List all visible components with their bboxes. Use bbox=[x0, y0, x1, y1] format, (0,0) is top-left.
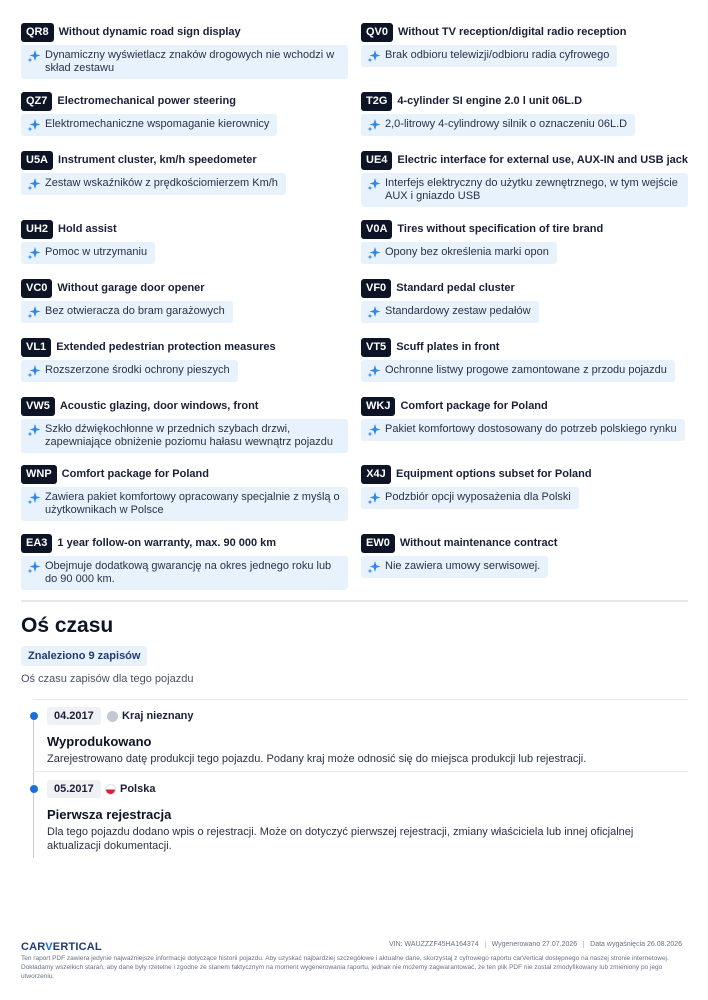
event-date: 05.2017 bbox=[47, 780, 101, 798]
option-code-badge: U5A bbox=[21, 151, 53, 170]
option-translation bbox=[361, 360, 675, 382]
option-code-badge: T2G bbox=[361, 92, 392, 111]
option-translation bbox=[21, 173, 286, 195]
option-header bbox=[361, 533, 688, 553]
option-code-badge: QR8 bbox=[21, 23, 54, 42]
option-translation-text: Dynamiczny wyświetlacz znaków drogowych nie wchodzi w skład zestawu bbox=[45, 49, 335, 74]
option-code-badge: V0A bbox=[361, 220, 392, 239]
option-translation-text: Bez otwieracza do bram garażowych bbox=[45, 305, 225, 317]
sparkle-icon bbox=[367, 560, 381, 574]
option-item bbox=[21, 150, 348, 196]
option-title: Instrument cluster, km/h speedometer bbox=[58, 154, 257, 166]
option-item bbox=[21, 464, 348, 521]
option-code-badge: WNP bbox=[21, 465, 57, 484]
event-date: 04.2017 bbox=[47, 707, 101, 725]
option-translation bbox=[21, 487, 348, 521]
option-code-badge: EA3 bbox=[21, 534, 52, 553]
sparkle-icon bbox=[367, 423, 381, 437]
sparkle-icon bbox=[27, 118, 41, 132]
sparkle-icon bbox=[27, 560, 41, 574]
section-divider bbox=[21, 600, 688, 602]
option-code-badge: UE4 bbox=[361, 151, 392, 170]
option-header bbox=[361, 337, 688, 357]
option-item bbox=[361, 533, 688, 579]
option-item bbox=[21, 278, 348, 324]
option-header bbox=[21, 337, 348, 357]
carvertical-logo: CARVERTICAL bbox=[21, 941, 102, 953]
option-translation-text: Opony bez określenia marki opon bbox=[385, 246, 549, 258]
sparkle-icon bbox=[27, 364, 41, 378]
option-translation-text: Interfejs elektryczny do użytku zewnętrznego, w tym wejście AUX i gniazdo USB bbox=[385, 177, 678, 202]
option-translation-text: Brak odbioru telewizji/odbioru radia cyfrowego bbox=[385, 49, 610, 61]
option-translation bbox=[21, 45, 348, 79]
poland-flag-icon bbox=[105, 784, 116, 795]
records-found-badge: Znaleziono 9 zapisów bbox=[21, 646, 147, 666]
option-header bbox=[361, 396, 688, 416]
option-translation-text: Standardowy zestaw pedałów bbox=[385, 305, 531, 317]
option-code-badge: X4J bbox=[361, 465, 391, 484]
option-code-badge: QV0 bbox=[361, 23, 393, 42]
event-description: Zarejestrowano datę produkcji tego pojazdu. Podany kraj może odnosić się do miejsca produkcji lub rejestracji. bbox=[47, 753, 587, 765]
option-title: Electric interface for external use, AUX-IN and USB jack bbox=[397, 154, 688, 166]
option-header bbox=[361, 150, 688, 170]
expiry-date: Data wygaśnięcia 26.08.2026 bbox=[583, 941, 688, 948]
option-title: Comfort package for Poland bbox=[61, 468, 209, 480]
option-code-badge: VW5 bbox=[21, 397, 55, 416]
option-translation bbox=[361, 173, 688, 207]
option-translation bbox=[361, 556, 548, 578]
option-item bbox=[361, 150, 688, 207]
sparkle-icon bbox=[27, 423, 41, 437]
option-item bbox=[361, 278, 688, 324]
option-header bbox=[21, 150, 348, 170]
option-item bbox=[361, 219, 688, 265]
option-translation bbox=[361, 419, 685, 441]
globe-icon bbox=[107, 711, 118, 722]
option-translation bbox=[361, 114, 635, 136]
option-code-badge: EW0 bbox=[361, 534, 395, 553]
option-translation bbox=[361, 487, 579, 509]
sparkle-icon bbox=[27, 177, 41, 191]
option-title: Tires without specification of tire brand bbox=[397, 223, 604, 235]
option-item bbox=[361, 91, 688, 137]
event-description: Dla tego pojazdu dodano wpis o rejestracji. Może on dotyczyć pierwszej rejestracji, zmiany właściciela lub innej oficjalnej aktualizacji dokumentacji. bbox=[47, 826, 634, 852]
event-country bbox=[107, 710, 194, 722]
option-code-badge: QZ7 bbox=[21, 92, 52, 111]
option-header bbox=[361, 278, 688, 298]
sparkle-icon bbox=[27, 49, 41, 63]
event-country bbox=[105, 783, 155, 795]
option-translation-text: Zestaw wskaźników z prędkościomierzem Km/h bbox=[45, 177, 278, 189]
option-title: 1 year follow-on warranty, max. 90 000 km bbox=[57, 537, 277, 549]
sparkle-icon bbox=[367, 491, 381, 505]
timeline-subtitle: Oś czasu zapisów dla tego pojazdu bbox=[21, 673, 194, 685]
sparkle-icon bbox=[27, 246, 41, 260]
generated-date: Wygenerowano 27.07.2026 bbox=[485, 941, 584, 948]
option-header bbox=[21, 91, 348, 111]
option-translation bbox=[361, 45, 617, 67]
option-translation bbox=[21, 419, 348, 453]
option-header bbox=[361, 91, 688, 111]
sparkle-icon bbox=[367, 49, 381, 63]
option-translation bbox=[21, 301, 233, 323]
event-title: Wyprodukowano bbox=[47, 734, 152, 749]
sparkle-icon bbox=[27, 305, 41, 319]
option-item bbox=[21, 533, 348, 590]
option-item bbox=[21, 396, 348, 453]
option-header bbox=[361, 464, 688, 484]
option-translation bbox=[21, 556, 348, 590]
option-title: Scuff plates in front bbox=[396, 341, 500, 353]
option-item bbox=[21, 22, 348, 79]
option-translation-text: Pakiet komfortowy dostosowany do potrzeb polskiego rynku bbox=[385, 423, 677, 435]
option-translation-text: Obejmuje dodatkową gwarancję na okres jednego roku lub do 90 000 km. bbox=[45, 560, 332, 585]
option-title: Without TV reception/digital radio reception bbox=[398, 26, 627, 38]
option-title: Standard pedal cluster bbox=[396, 282, 515, 294]
option-translation-text: 2,0-litrowy 4-cylindrowy silnik o oznaczeniu 06L.D bbox=[385, 118, 628, 130]
option-item bbox=[21, 219, 348, 265]
event-country-label: Kraj nieznany bbox=[122, 710, 194, 722]
option-title: Acoustic glazing, door windows, front bbox=[59, 400, 259, 412]
option-translation bbox=[361, 242, 557, 264]
option-header bbox=[21, 22, 348, 42]
timeline-separator bbox=[33, 699, 688, 700]
option-code-badge: UH2 bbox=[21, 220, 53, 239]
option-code-badge: VC0 bbox=[21, 279, 52, 298]
option-header bbox=[21, 533, 348, 553]
option-translation-text: Rozszerzone środki ochrony pieszych bbox=[45, 364, 230, 376]
option-code-badge: VL1 bbox=[21, 338, 51, 357]
option-header bbox=[361, 22, 688, 42]
sparkle-icon bbox=[367, 177, 381, 191]
option-translation-text: Pomoc w utrzymaniu bbox=[45, 246, 148, 258]
option-header bbox=[21, 278, 348, 298]
sparkle-icon bbox=[367, 305, 381, 319]
option-header bbox=[21, 219, 348, 239]
vin-label: VIN: WAUZZZF45HA164374 bbox=[388, 941, 479, 948]
option-translation-text: Szkło dźwiękochłonne w przednich szybach drzwi, zapewniające obniżenie poziomu hałasu wewnątrz pojazdu bbox=[45, 423, 334, 448]
sparkle-icon bbox=[367, 246, 381, 260]
option-translation-text: Nie zawiera umowy serwisowej. bbox=[385, 560, 541, 572]
timeline-dot bbox=[30, 785, 38, 793]
timeline-separator bbox=[33, 771, 688, 772]
option-code-badge: VF0 bbox=[361, 279, 391, 298]
option-title: 4-cylinder SI engine 2.0 l unit 06L.D bbox=[397, 95, 583, 107]
sparkle-icon bbox=[27, 491, 41, 505]
report-meta bbox=[383, 941, 688, 948]
option-code-badge: VT5 bbox=[361, 338, 391, 357]
option-item bbox=[361, 396, 688, 442]
sparkle-icon bbox=[367, 364, 381, 378]
option-translation bbox=[21, 242, 155, 264]
option-title: Extended pedestrian protection measures bbox=[56, 341, 276, 353]
option-translation-text: Elektromechaniczne wspomaganie kierownicy bbox=[45, 118, 270, 130]
option-translation bbox=[361, 301, 539, 323]
option-title: Equipment options subset for Poland bbox=[396, 468, 592, 480]
option-title: Without garage door opener bbox=[57, 282, 205, 294]
option-title: Hold assist bbox=[58, 223, 117, 235]
disclaimer-text: Ten raport PDF zawiera jedynie najważniejsze informacje dotyczące historii pojazdu. Aby uzyskać najbardziej szczegółowe i aktualne dane, skorzystaj z cyfrowego raportu carVertical dostępnego na naszej stronie internetowej. Dokładamy wszelkich starań, aby dane były rzetelne i zgodne ze stanem faktycznym na moment wygenerowania raportu, jednak nie możemy zagwarantować, że ten plik PDF nie został zmodyfikowany lub zmieniony po jego utworzeniu. bbox=[21, 955, 669, 980]
timeline-title: Oś czasu bbox=[21, 614, 114, 637]
option-item bbox=[361, 22, 688, 68]
option-title: Without dynamic road sign display bbox=[58, 26, 241, 38]
option-header bbox=[21, 396, 348, 416]
option-title: Without maintenance contract bbox=[399, 537, 558, 549]
option-header bbox=[361, 219, 688, 239]
option-title: Comfort package for Poland bbox=[400, 400, 548, 412]
option-header bbox=[21, 464, 348, 484]
option-translation-text: Zawiera pakiet komfortowy opracowany specjalnie z myślą o użytkownikach w Polsce bbox=[45, 491, 340, 516]
event-country-label: Polska bbox=[120, 783, 156, 795]
option-translation bbox=[21, 114, 277, 136]
option-code-badge: WKJ bbox=[361, 397, 395, 416]
option-item bbox=[21, 337, 348, 383]
option-item bbox=[361, 464, 688, 510]
timeline-dot bbox=[30, 712, 38, 720]
option-item bbox=[21, 91, 348, 137]
option-translation-text: Podzbiór opcji wyposażenia dla Polski bbox=[385, 491, 571, 503]
option-translation-text: Ochronne listwy progowe zamontowane z przodu pojazdu bbox=[385, 364, 667, 376]
option-title: Electromechanical power steering bbox=[57, 95, 236, 107]
option-translation bbox=[21, 360, 238, 382]
event-title: Pierwsza rejestracja bbox=[47, 807, 172, 822]
option-item bbox=[361, 337, 688, 383]
sparkle-icon bbox=[367, 118, 381, 132]
